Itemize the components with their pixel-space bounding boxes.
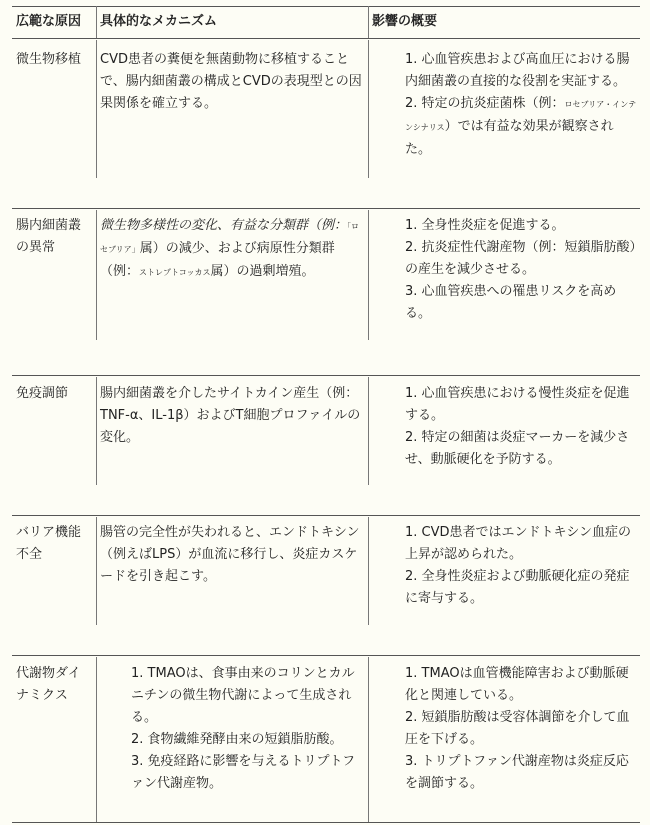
col-divider	[368, 6, 369, 38]
cause-cell	[16, 383, 94, 405]
list-item: 2. 特定の細菌は炎症マーカーを減少させ、動脈硬化を予防する。	[405, 430, 630, 467]
effects-list	[405, 215, 637, 325]
mechanism-cell	[100, 215, 362, 284]
effects-list	[405, 522, 637, 610]
col-divider	[368, 40, 369, 178]
cause-text: 微生物移植	[16, 52, 82, 67]
effects-list	[405, 663, 637, 795]
list-item: 3. 心血管疾患への罹患リスクを高める。	[405, 284, 617, 321]
genus-name: 「ロセブリア」	[100, 222, 360, 254]
species-name: ロセブリア・インテンシナリス	[405, 100, 637, 132]
mechanism-text: 微生物多様性の変化、有益な分類群（例：	[100, 218, 348, 233]
col-divider	[96, 210, 97, 340]
col-divider	[96, 40, 97, 178]
col-divider	[368, 517, 369, 625]
cause-text: ナミクス	[16, 688, 68, 703]
col-divider	[96, 6, 97, 38]
rule-row	[12, 375, 640, 376]
cause-cell	[16, 215, 94, 259]
header-cause: 広範な原因	[16, 14, 82, 29]
effects-list	[405, 383, 637, 471]
cause-text: 腸内細菌叢	[16, 218, 82, 233]
list-item: 2. 全身性炎症および動脈硬化症の発症に寄与する。	[405, 569, 630, 606]
list-item: 1. 心血管疾患および高血圧における腸内細菌叢の直接的な役割を実証する。	[405, 52, 630, 89]
list-item: 3. 免疫経路に影響を与えるトリプトファン代謝産物。	[131, 754, 356, 791]
col-divider	[368, 210, 369, 340]
rule-header	[12, 38, 640, 39]
rule-top	[12, 6, 640, 7]
rule-row	[12, 655, 640, 656]
col-divider	[96, 377, 97, 485]
col-divider	[368, 377, 369, 485]
list-item: 1. 心血管疾患における慢性炎症を促進する。	[405, 386, 630, 423]
cause-cell	[16, 663, 94, 707]
col-divider	[368, 657, 369, 822]
list-item: 1. 全身性炎症を促進する。	[405, 218, 565, 233]
rule-row	[12, 208, 640, 209]
mechanism-text: 腸管の完全性が失われると、エンドトキシン（例えばLPS）が血流に移行し、炎症カスケードを引き起こす。	[100, 525, 360, 584]
list-item: 1. CVD患者ではエンドトキシン血症の上昇が認められた。	[405, 525, 632, 562]
col-divider	[96, 657, 97, 822]
cause-text: 免疫調節	[16, 386, 69, 401]
rule-bottom	[12, 822, 640, 823]
cause-text: の異常	[16, 240, 56, 255]
list-item: 2. 食物繊維発酵由来の短鎖脂肪酸。	[131, 732, 343, 747]
list-item: 1. TMAOは、食事由来のコリンとカルニチンの微生物代謝によって生成される。	[131, 666, 355, 725]
list-item: 1. TMAOは血管機能障害および動脈硬化と関連している。	[405, 666, 629, 703]
mechanism-cell	[100, 383, 362, 449]
mechanism-list	[131, 663, 363, 795]
header-effects: 影響の概要	[372, 14, 438, 29]
list-item	[405, 93, 637, 161]
mechanism-cell	[100, 49, 362, 115]
list-item: 3. トリプトファン代謝産物は炎症反応を調節する。	[405, 754, 629, 791]
rule-row	[12, 515, 640, 516]
cause-text: バリア機能	[16, 525, 82, 540]
col-divider	[96, 517, 97, 625]
cause-cell	[16, 49, 94, 71]
header-mechanism: 具体的なメカニズム	[100, 14, 218, 29]
mechanism-cell	[100, 522, 362, 588]
cause-text: 不全	[16, 547, 43, 562]
mechanism-text: CVD患者の糞便を無菌動物に移植することで、腸内細菌叢の構成とCVDの表現型との因果関係を確立する。	[100, 52, 362, 111]
effects-list	[405, 49, 637, 161]
cause-text: 代謝物ダイ	[16, 666, 81, 681]
cause-cell	[16, 522, 94, 566]
mechanism-text: 属）の減少、および病原性分類群（例：	[100, 241, 335, 279]
list-item: 2. 短鎖脂肪酸は受容体調節を介して血圧を下げる。	[405, 710, 630, 747]
list-item: 2. 抗炎症性代謝産物（例：短鎖脂肪酸）の産生を減少させる。	[405, 240, 637, 277]
mechanism-text: 属）の過剰増殖。	[210, 264, 315, 279]
effect-text: 2. 特定の抗炎症菌株（例：	[405, 96, 565, 111]
mechanism-text: 腸内細菌叢を介したサイトカイン産生（例：TNF-α、IL-1β）およびT細胞プロファイルの変化。	[100, 386, 361, 445]
genus-name: ストレプトコッカス	[139, 268, 211, 277]
effect-text: ）では有益な効果が観察された。	[405, 119, 614, 157]
